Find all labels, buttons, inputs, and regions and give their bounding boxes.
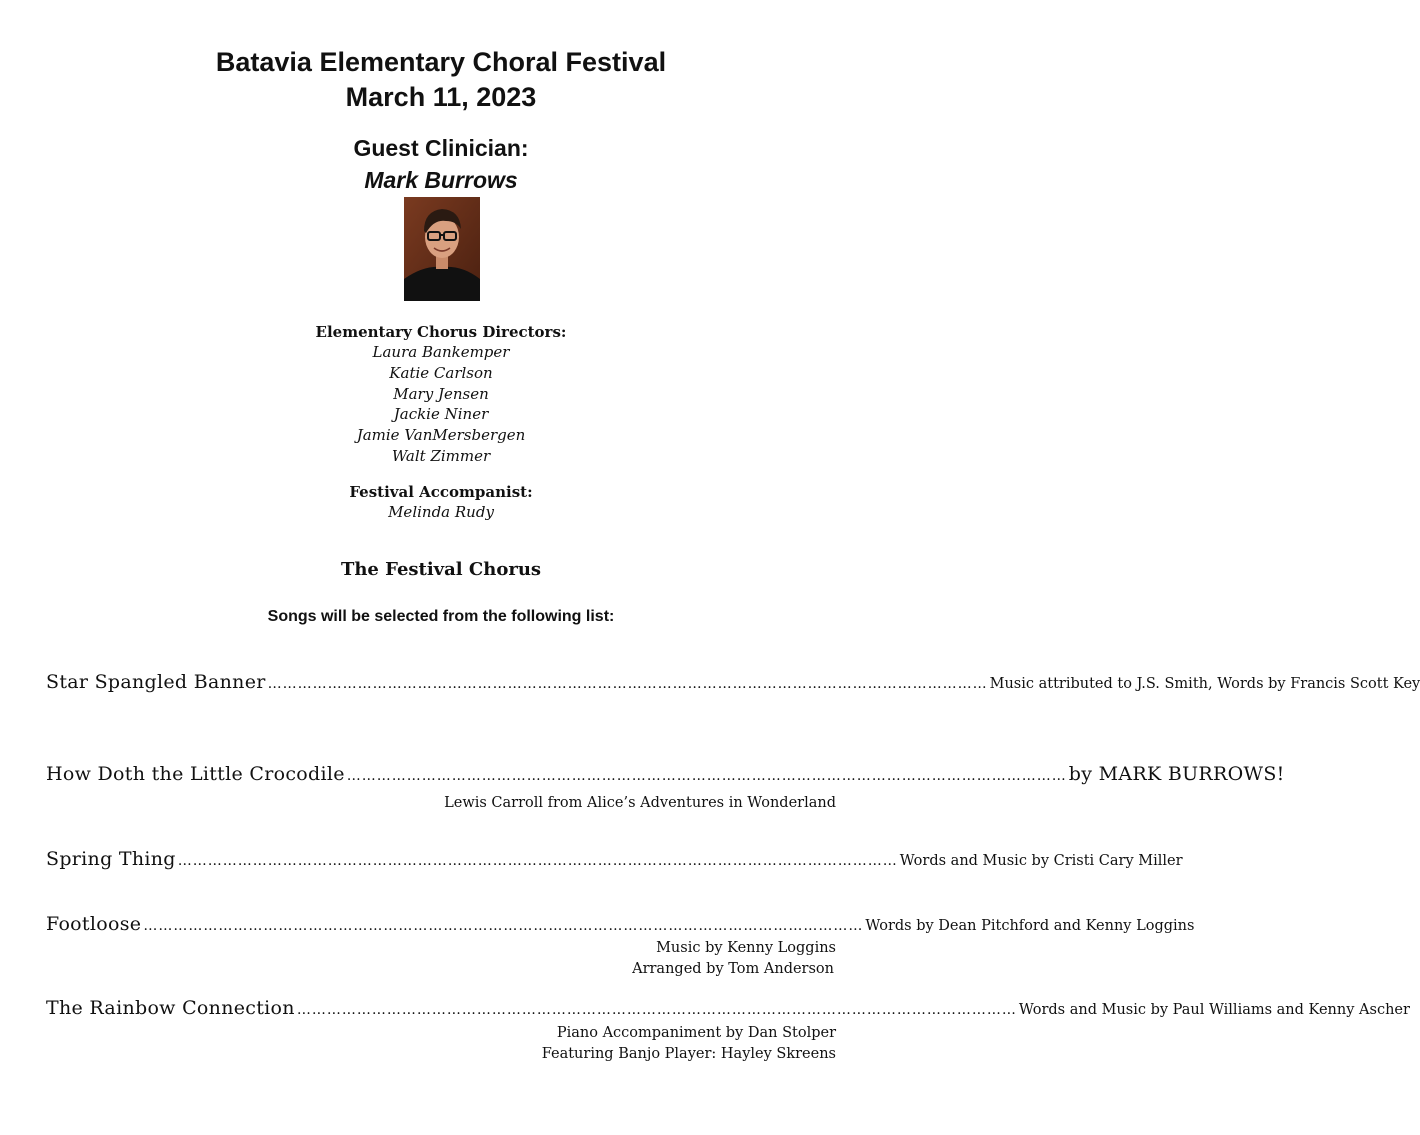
song-title: How Doth the Little Crocodile bbox=[46, 763, 345, 785]
song-title: Star Spangled Banner bbox=[46, 671, 266, 693]
selection-note: Songs will be selected from the following list: bbox=[267, 608, 615, 625]
director-name: Laura Bankemper bbox=[372, 343, 510, 361]
accompanist-heading: Festival Accompanist: bbox=[349, 483, 533, 501]
song-title: Spring Thing bbox=[46, 848, 176, 870]
clinician-name: Mark Burrows bbox=[364, 167, 518, 193]
director-name: Mary Jensen bbox=[393, 385, 489, 403]
song-credit: Music attributed to J.S. Smith, Words by Francis Scott Key bbox=[989, 676, 1420, 692]
song-title: The Rainbow Connection bbox=[46, 997, 295, 1019]
chorus-heading: The Festival Chorus bbox=[340, 559, 542, 580]
program-title: Batavia Elementary Choral Festival bbox=[215, 47, 667, 77]
leader-dots: ……………………………………………………………………………………………………………………………… bbox=[296, 1002, 1017, 1018]
song-row bbox=[46, 763, 1285, 785]
leader-dots: ……………………………………………………………………………………………………………………………… bbox=[177, 853, 898, 869]
song-credit: Words by Dean Pitchford and Kenny Loggins bbox=[865, 918, 1195, 934]
song-row bbox=[46, 997, 1410, 1019]
song-credit-line: Arranged by Tom Anderson bbox=[632, 961, 834, 977]
song-credit: Words and Music by Cristi Cary Miller bbox=[899, 853, 1183, 869]
song-credit-line: Piano Accompaniment by Dan Stolper bbox=[556, 1025, 836, 1041]
song-credit-line: Lewis Carroll from Alice’s Adventures in Wonderland bbox=[444, 795, 836, 811]
clinician-photo bbox=[404, 197, 480, 301]
song-credit: Words and Music by Paul Williams and Kenny Ascher bbox=[1018, 1002, 1410, 1018]
clinician-heading: Guest Clinician: bbox=[353, 135, 529, 161]
song-credit-line: Music by Kenny Loggins bbox=[656, 940, 836, 956]
accompanist-name: Melinda Rudy bbox=[388, 503, 494, 521]
song-credit: by MARK BURROWS! bbox=[1068, 763, 1285, 785]
song-row bbox=[46, 848, 1183, 870]
song-row bbox=[46, 671, 1420, 693]
song-row bbox=[46, 913, 1195, 935]
leader-dots: ……………………………………………………………………………………………………………………………… bbox=[346, 768, 1067, 784]
leader-dots: ……………………………………………………………………………………………………………………………… bbox=[143, 918, 864, 934]
director-name: Jackie Niner bbox=[393, 405, 489, 423]
song-title: Footloose bbox=[46, 913, 142, 935]
leader-dots: ……………………………………………………………………………………………………………………………… bbox=[267, 676, 988, 692]
song-credit-line: Featuring Banjo Player: Hayley Skreens bbox=[541, 1046, 836, 1062]
director-name: Katie Carlson bbox=[389, 364, 493, 382]
director-name: Walt Zimmer bbox=[391, 447, 491, 465]
director-name: Jamie VanMersbergen bbox=[356, 426, 526, 444]
directors-heading: Elementary Chorus Directors: bbox=[315, 323, 567, 341]
program-date: March 11, 2023 bbox=[345, 82, 537, 112]
